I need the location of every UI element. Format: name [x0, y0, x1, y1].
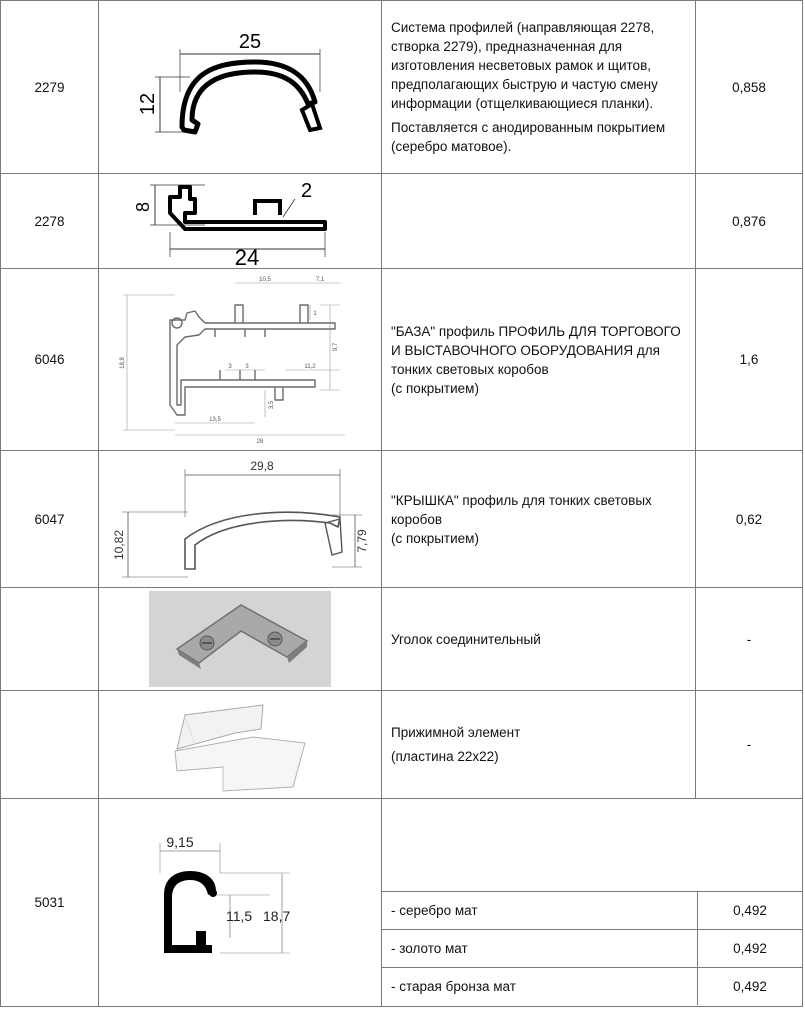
description-text: Поставляется с анодированным покрытием (серебро матовое).: [391, 120, 666, 154]
dim-label: 3: [245, 363, 249, 370]
dim-label: 10,5: [259, 276, 271, 283]
profile-5031-drawing: [150, 833, 330, 973]
article-code: 2278: [1, 174, 99, 269]
profile-2278-drawing: [125, 177, 355, 270]
dim-label: 9,7: [333, 342, 339, 351]
dim-label: 7,1: [315, 276, 325, 283]
dim-label: 3: [228, 363, 232, 370]
table-row: [1, 799, 803, 1007]
profile-6046-drawing: [115, 275, 365, 445]
color-variants-table: [382, 800, 802, 1006]
dim-label: 13,5: [209, 416, 221, 423]
profile-drawing-cell: [99, 269, 382, 451]
article-code: 2279: [1, 1, 99, 174]
corner-connector-photo: [149, 591, 331, 687]
weight-value: 1,6: [696, 269, 803, 451]
table-row: [382, 930, 802, 968]
dim-thickness: 2: [301, 180, 313, 202]
description-text: "КРЫШКА" профиль для тонких световых коробов: [391, 492, 652, 527]
description-cell: [382, 174, 696, 269]
profile-2279-drawing: [137, 31, 340, 142]
description-text: (с покрытием): [391, 380, 479, 396]
table-row: [1, 1, 803, 174]
description-text: "БАЗА" профиль ПРОФИЛЬ ДЛЯ ТОРГОВОГО И ВЫСТАВОЧНОГО ОБОРУДОВАНИЯ для тонких световых коробов: [391, 323, 681, 377]
profile-drawing-cell: [99, 174, 382, 269]
dim-label: 1: [313, 310, 317, 317]
table-row: [1, 588, 803, 691]
description-cell: [382, 451, 696, 588]
dim-height-right: 7,79: [355, 528, 369, 553]
variant-weight: 0,492: [698, 892, 803, 930]
description-text: Прижимной элемент: [391, 725, 521, 740]
product-photo-cell: [99, 691, 382, 799]
dim-height: 18,7: [263, 907, 291, 924]
description-text: Система профилей (направляющая 2278, створка 2279), предназначенная для изготовления несветовых рамок и щитов, предполагающих быструю и частую смену информации (отщелкивающиеся планки).: [391, 20, 658, 111]
dim-label: 11,2: [304, 363, 316, 370]
dim-width: 29,8: [250, 458, 274, 473]
description-cell: [382, 691, 696, 799]
article-code: 5031: [1, 799, 99, 1007]
description-cell: [382, 588, 696, 691]
profile-drawing-cell: [99, 1, 382, 174]
article-code: [1, 691, 99, 799]
profile-drawing-cell: [99, 451, 382, 588]
variant-label: - серебро мат: [382, 892, 698, 930]
table-row: [1, 691, 803, 799]
table-row: [382, 968, 802, 1006]
table-row: [1, 174, 803, 269]
weight-value: 0,62: [696, 451, 803, 588]
article-code: [1, 588, 99, 691]
table-row: [1, 269, 803, 451]
dim-height: 8: [133, 201, 153, 213]
article-code: 6047: [1, 451, 99, 588]
description-cell: [382, 1, 696, 174]
weight-value: -: [696, 691, 803, 799]
description-text: (с покрытием): [391, 530, 479, 546]
weight-value: 0,876: [696, 174, 803, 269]
description-text: Уголок соединительный: [391, 631, 541, 647]
dim-width: 24: [234, 245, 260, 270]
dim-label: 28: [256, 438, 264, 445]
pressure-plate-photo: [165, 697, 315, 793]
product-photo-cell: [99, 588, 382, 691]
profile-drawing-cell: [99, 799, 382, 1007]
description-text: (пластина 22х22): [391, 749, 499, 764]
dim-height-left: 10,82: [112, 529, 126, 560]
dim-inner-height: 11,5: [226, 907, 253, 924]
weight-value: -: [696, 588, 803, 691]
variants-cell: [382, 799, 803, 1007]
dim-width: 25: [238, 31, 262, 53]
profile-6047-drawing: [110, 457, 370, 582]
weight-value: 0,858: [696, 1, 803, 174]
variant-weight: 0,492: [698, 968, 803, 1006]
variant-label: - золото мат: [382, 930, 698, 968]
dim-width: 9,15: [166, 833, 194, 850]
table-row: [382, 892, 802, 930]
variant-label: - старая бронза мат: [382, 968, 698, 1006]
table-row: [1, 451, 803, 588]
description-cell: [382, 269, 696, 451]
variant-weight: 0,492: [698, 930, 803, 968]
dim-height: 12: [137, 92, 159, 116]
article-code: 6046: [1, 269, 99, 451]
dim-label: 3,5: [269, 400, 275, 409]
dim-label: 18,8: [120, 356, 126, 369]
